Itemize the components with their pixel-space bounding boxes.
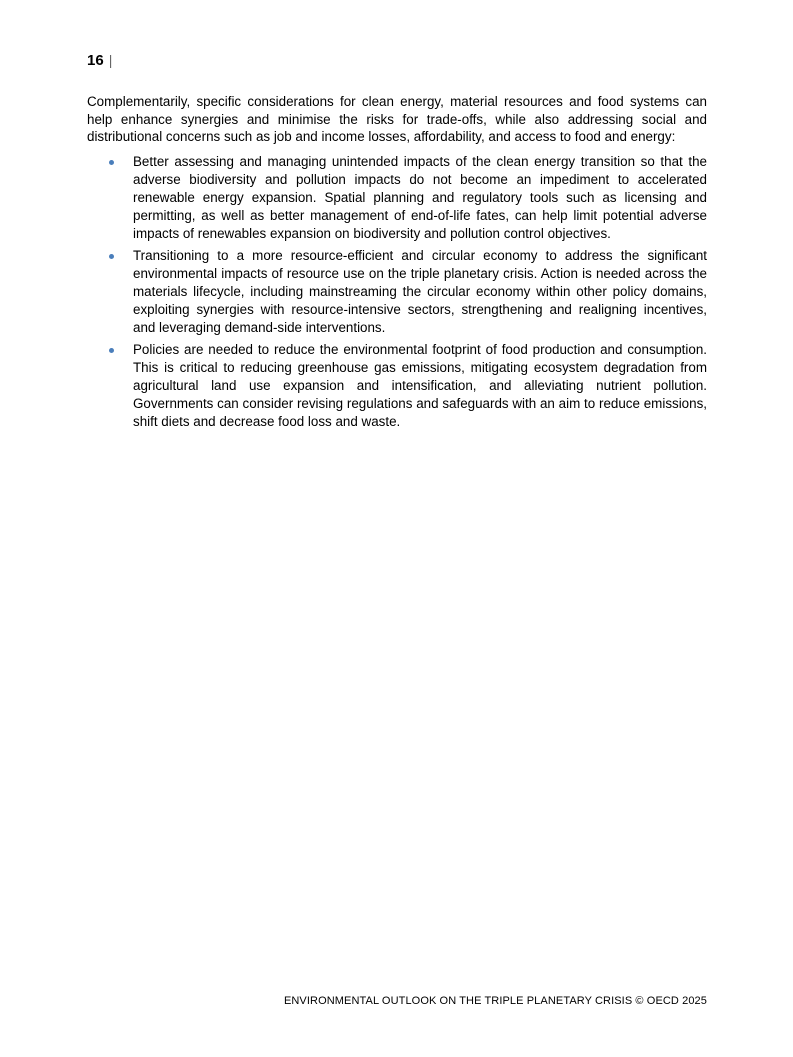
page-header [87, 52, 707, 69]
page-footer [87, 995, 707, 1007]
bullet-item-circular-economy [87, 247, 707, 337]
page-number: 16 [87, 52, 104, 69]
intro-paragraph: Complementarily, specific considerations for clean energy, material resources and food systems can help enhance synergies and minimise the risks for trade-offs, while also addressing social and distributional concerns such as job and income losses, affordability, and access to food and energy: [87, 94, 707, 144]
bullet-text: Policies are needed to reduce the environmental footprint of food production and consumption. This is critical to reducing greenhouse gas emissions, mitigating ecosystem degradation from agricultural land use expansion and intensification, and alleviating nutrient pollution. Governments can consider revising regulations and safeguards with an aim to reduce emissions, shift diets and decrease food loss and waste. [133, 341, 707, 429]
bullet-icon [109, 254, 114, 259]
bullet-icon [109, 348, 114, 353]
running-title: ENVIRONMENTAL OUTLOOK ON THE TRIPLE PLANETARY CRISIS © OECD 2025 [283, 995, 707, 1007]
bullet-text: Transitioning to a more resource-efficient and circular economy to address the significant environmental impacts of resource use on the triple planetary crisis. Action is needed across the materials lifecycle, including mainstreaming the circular economy within other policy domains, exploiting synergies with resource-intensive sectors, strengthening and realigning incentives, and leveraging demand-side interventions. [133, 247, 707, 335]
bullet-item-food-systems [87, 341, 707, 431]
page-number-separator: | [108, 52, 113, 68]
bullet-text: Better assessing and managing unintended impacts of the clean energy transition so that the adverse biodiversity and pollution impacts do not become an impediment to accelerated renewable energy expansion. Spatial planning and regulatory tools such as licensing and permitting, as well as better management of end-of-life fates, can help limit potential adverse impacts of renewables expansion on biodiversity and pollution control objectives. [133, 153, 707, 241]
bullet-icon [109, 160, 114, 165]
bullet-list [87, 153, 707, 431]
bullet-item-clean-energy [87, 153, 707, 243]
